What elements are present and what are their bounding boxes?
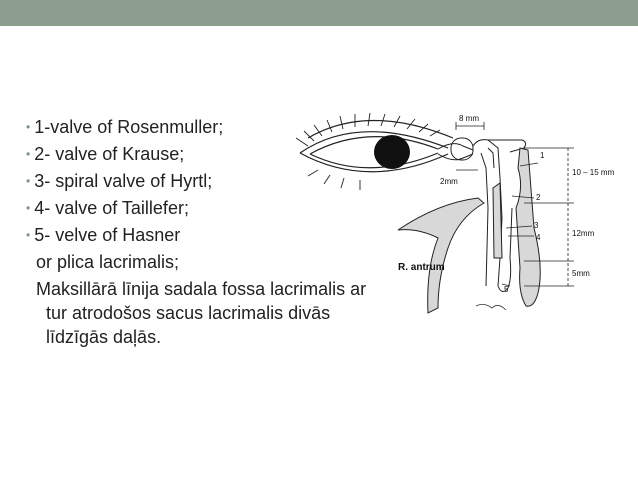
canaliculi — [438, 138, 473, 160]
label-12mm: 12mm — [572, 229, 595, 238]
label-num-4: 4 — [536, 233, 541, 242]
bullet-dot-icon: • — [26, 174, 31, 188]
bullet-dot-icon: • — [26, 201, 31, 215]
bullet-item-4: • 4- valve of Taillefer; — [26, 198, 189, 218]
label-r-antrum: R. antrum — [398, 262, 445, 273]
nasal-wall — [398, 148, 540, 313]
label-5mm: 5mm — [572, 269, 590, 278]
bullet-item-1: • 1-valve of Rosenmuller; — [26, 117, 224, 137]
bullet-dot-icon: • — [26, 120, 31, 134]
label-10-15mm: 10 – 15 mm — [572, 168, 615, 177]
eyelashes — [296, 113, 440, 190]
bullet-item-2: • 2- valve of Krause; — [26, 144, 185, 164]
plain-line: or plica lacrimalis; — [36, 252, 180, 272]
bullet-dot-icon: • — [26, 147, 31, 161]
paragraph-line-1: Maksillārā līnija sadala fossa lacrimalis ar — [36, 279, 367, 299]
pupil-iris — [374, 135, 410, 169]
paragraph-line-3: līdzīgās daļās. — [46, 327, 162, 347]
label-num-3: 3 — [534, 221, 539, 230]
slide-top-bar — [0, 0, 638, 26]
bullet-item-5: • 5- velve of Hasner — [26, 225, 181, 245]
paragraph-line-2: tur atrodošos sacus lacrimalis divās — [46, 303, 331, 323]
bullet-dot-icon: • — [26, 228, 31, 242]
label-num-2: 2 — [536, 193, 541, 202]
label-num-1: 1 — [540, 151, 545, 160]
label-2mm: 2mm — [440, 177, 458, 186]
bullet-item-3: • 3- spiral valve of Hyrtl; — [26, 171, 213, 191]
lacrimal-anatomy-figure — [288, 108, 618, 333]
label-num-5: 5 — [504, 285, 509, 294]
signature-scribble — [476, 304, 506, 310]
label-8mm: 8 mm — [459, 114, 479, 123]
